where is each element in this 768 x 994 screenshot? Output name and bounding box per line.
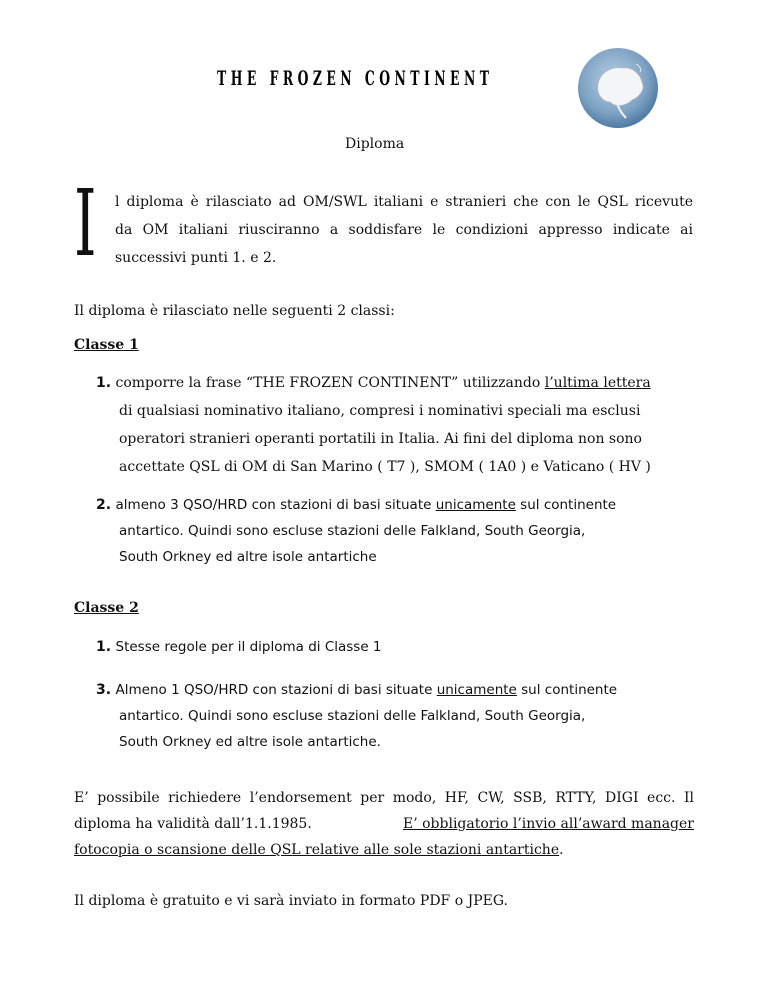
validity-text: diploma ha validità dall’1.1.1985.	[74, 816, 312, 832]
item-text: almeno 3 QSO/HRD con stazioni di basi situate	[115, 497, 436, 513]
endorsement-line-3	[74, 842, 564, 858]
obligation-text: E’ obbligatorio l’invio all’award manager	[403, 816, 694, 832]
subtitle: Diploma	[345, 136, 405, 152]
item-number: 1.	[96, 639, 112, 655]
classe2-item3-line2: antartico. Quindi sono escluse stazioni delle Falkland, South Georgia,	[119, 708, 586, 724]
classe1-heading: Classe 1	[74, 337, 139, 353]
item-number: 3.	[96, 682, 112, 698]
classe2-item3-line3: South Orkney ed altre isole antartiche.	[119, 734, 381, 750]
classes-intro: Il diploma è rilasciato nelle seguenti 2 classi:	[74, 303, 395, 319]
intro-line-2: da OM italiani riusciranno a soddisfare le condizioni appresso indicate ai	[115, 222, 693, 238]
obligation-text-cont: fotocopia o scansione delle QSL relative alle sole stazioni antartiche	[74, 842, 560, 858]
item-text: comporre la frase “THE FROZEN CONTINENT” utilizzando	[115, 375, 545, 391]
antarctica-globe-image	[576, 46, 660, 130]
page-title: THE FROZEN CONTINENT	[217, 66, 494, 90]
item-text: Almeno 1 QSO/HRD con stazioni di basi situate	[115, 682, 437, 698]
classe1-item2-line3: South Orkney ed altre isole antartiche	[119, 549, 377, 565]
intro-line-3: successivi punti 1. e 2.	[115, 250, 277, 266]
endorsement-line-1: E’ possibile richiedere l’endorsement per modo, HF, CW, SSB, RTTY, DIGI ecc. Il	[74, 790, 694, 806]
drop-cap: I	[74, 170, 97, 277]
period: .	[559, 842, 564, 858]
classe1-item1-line3: operatori stranieri operanti portatili in Italia. Ai fini del diploma non sono	[119, 431, 642, 447]
underlined-text: unicamente	[436, 682, 517, 698]
classe2-heading: Classe 2	[74, 600, 139, 616]
underlined-text: unicamente	[435, 497, 516, 513]
classe1-item1-line4: accettate QSL di OM di San Marino ( T7 ), SMOM ( 1A0 ) e Vaticano ( HV )	[119, 459, 651, 475]
item-number: 2.	[96, 497, 112, 513]
item-text: Stesse regole per il diploma di Classe 1	[115, 639, 382, 655]
classe1-item1	[96, 375, 651, 391]
item-text-end: sul continente	[515, 497, 617, 513]
classe2-item1	[96, 639, 382, 655]
closing-text: Il diploma è gratuito e vi sarà inviato in formato PDF o JPEG.	[74, 893, 508, 909]
classe1-item1-line2: di qualsiasi nominativo italiano, compresi i nominativi speciali ma esclusi	[119, 403, 641, 419]
classe2-item3	[96, 682, 617, 698]
classe1-item2	[96, 497, 616, 513]
item-number: 1.	[96, 375, 112, 391]
endorsement-line-2	[74, 816, 694, 832]
underlined-text: l’ultima lettera	[544, 375, 651, 391]
classe1-item2-line2: antartico. Quindi sono escluse stazioni delle Falkland, South Georgia,	[119, 523, 586, 539]
item-text-end: sul continente	[516, 682, 618, 698]
intro-line-1: l diploma è rilasciato ad OM/SWL italiani e stranieri che con le QSL ricevute	[115, 194, 693, 210]
